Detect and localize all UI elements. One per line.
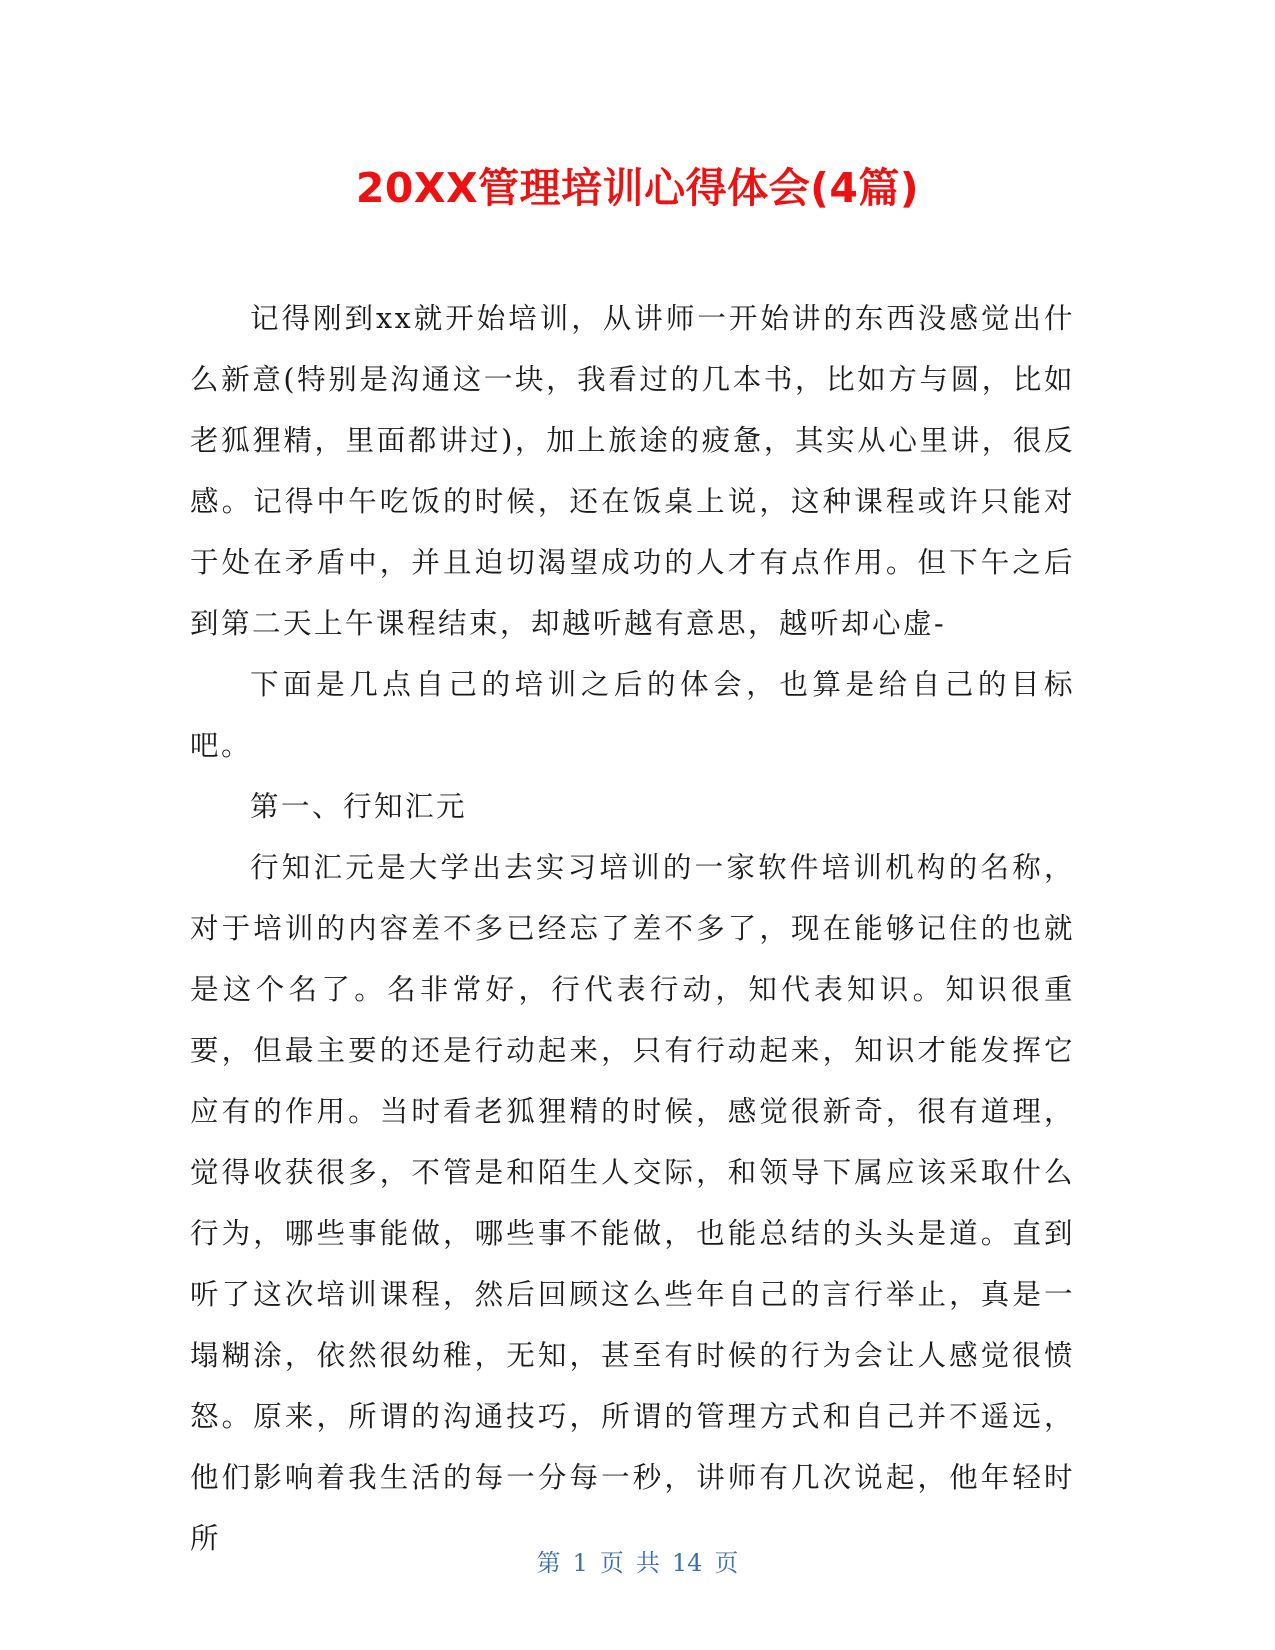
section-heading: 第一、行知汇元 bbox=[250, 790, 468, 823]
footer-total-prefix: 共 bbox=[635, 1549, 660, 1577]
paragraph-intro: 记得刚到xx就开始培训，从讲师一开始讲的东西没感觉出什么新意(特别是沟通这一块，我看过的几本书，比如方与圆，比如老狐狸精，里面都讲过)，加上旅途的疲惫，其实从心里讲，很反感。记得中午吃饭的时候，还在饭桌上说，这种课程或许只能对于处在矛盾中，并且迫切渴望成功的人才有点作用。但下午之后到第二天上午课程结束，却越听越有意思，越听却心虚- bbox=[190, 302, 1075, 640]
page-footer bbox=[0, 1546, 1275, 1580]
document-title: 20XX管理培训心得体会(4篇) bbox=[355, 164, 920, 212]
footer-current-page: 1 bbox=[572, 1549, 588, 1577]
paragraph-summary: 下面是几点自己的培训之后的体会，也算是给自己的目标吧。 bbox=[190, 668, 1075, 762]
footer-total-pages: 14 bbox=[671, 1549, 703, 1577]
footer-page-label: 页 bbox=[599, 1549, 624, 1577]
footer-prefix: 第 bbox=[536, 1549, 561, 1577]
paragraph-section-one: 行知汇元是大学出去实习培训的一家软件培训机构的名称，对于培训的内容差不多已经忘了差不多了，现在能够记住的也就是这个名了。名非常好，行代表行动，知代表知识。知识很重要，但最主要的还是行动起来，只有行动起来，知识才能发挥它应有的作用。当时看老狐狸精的时候，感觉很新奇，很有道理，觉得收获很多，不管是和陌生人交际，和领导下属应该采取什么行为，哪些事能做，哪些事不能做，也能总结的头头是道。直到听了这次培训课程，然后回顾这么些年自己的言行举止，真是一塌糊涂，依然很幼稚，无知，甚至有时候的行为会让人感觉很愤怒。原来，所谓的沟通技巧，所谓的管理方式和自己并不遥远，他们影响着我生活的每一分每一秒，讲师有几次说起，他年轻时所 bbox=[190, 851, 1075, 1555]
footer-total-label: 页 bbox=[714, 1549, 739, 1577]
document-body bbox=[190, 288, 1075, 1569]
